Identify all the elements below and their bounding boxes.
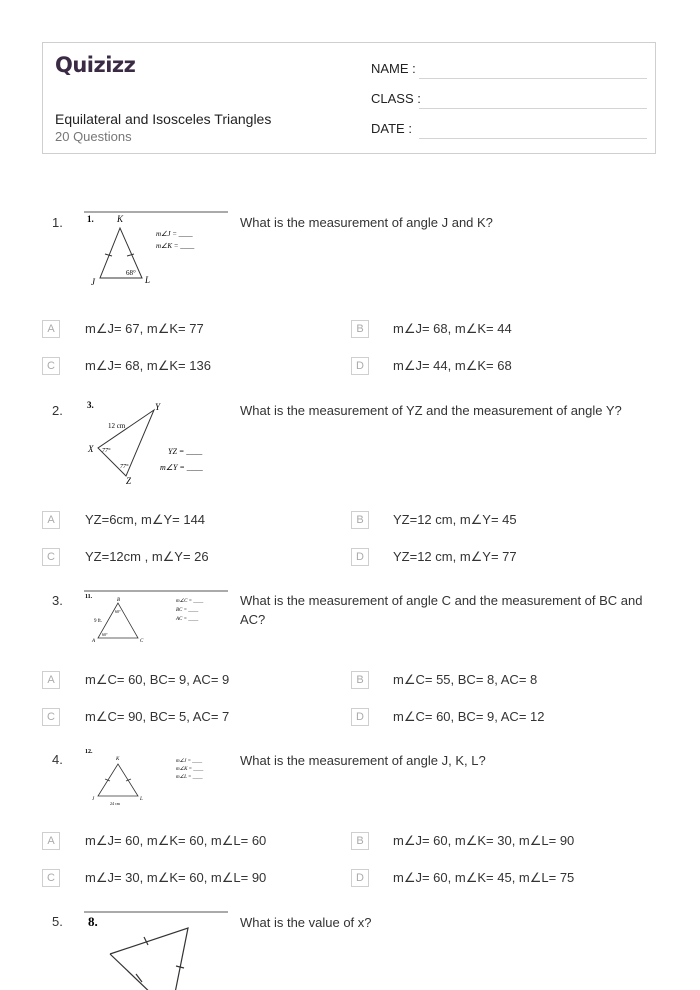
blank-3: AC = ____ bbox=[176, 617, 199, 622]
class-label: CLASS : bbox=[371, 91, 421, 106]
question-text: What is the value of x? bbox=[240, 915, 372, 930]
blank-2: BC = ____ bbox=[176, 608, 199, 613]
option-letter[interactable]: B bbox=[351, 511, 369, 529]
option-letter[interactable]: D bbox=[351, 708, 369, 726]
vertex-c: C bbox=[140, 639, 144, 644]
option-text[interactable]: m∠J= 44, m∠K= 68 bbox=[393, 358, 512, 373]
option-letter[interactable]: A bbox=[42, 832, 60, 850]
class-line bbox=[419, 108, 647, 109]
question-number: 4. bbox=[52, 752, 63, 767]
blank-1: m∠J = ____ bbox=[156, 230, 193, 238]
option-letter[interactable]: B bbox=[351, 320, 369, 338]
vertex-j: J bbox=[92, 797, 95, 802]
angle-label: 68° bbox=[126, 269, 136, 277]
date-label: DATE : bbox=[371, 121, 412, 136]
vertex-l: L bbox=[140, 797, 143, 802]
option-text[interactable]: m∠C= 90, BC= 5, AC= 7 bbox=[85, 709, 230, 724]
angle-label: 77° bbox=[120, 464, 129, 470]
worksheet-header bbox=[42, 42, 656, 154]
option-letter[interactable]: C bbox=[42, 869, 60, 887]
option-text[interactable]: m∠J= 60, m∠K= 60, m∠L= 60 bbox=[85, 833, 267, 848]
vertex-a: A bbox=[92, 639, 96, 644]
vertex-y: Y bbox=[155, 402, 161, 412]
blank-2: m∠K = ____ bbox=[156, 242, 195, 250]
option-text[interactable]: m∠J= 60, m∠K= 30, m∠L= 90 bbox=[393, 833, 575, 848]
blank-1: m∠C = ____ bbox=[176, 599, 204, 604]
side-label: 12 cm bbox=[108, 422, 126, 430]
date-line bbox=[419, 138, 647, 139]
option-letter[interactable]: C bbox=[42, 708, 60, 726]
option-letter[interactable]: A bbox=[42, 320, 60, 338]
question-number: 5. bbox=[52, 914, 63, 929]
blank-2: m∠K = ____ bbox=[176, 767, 204, 772]
question-number: 2. bbox=[52, 403, 63, 418]
option-letter[interactable]: D bbox=[351, 357, 369, 375]
option-letter[interactable]: C bbox=[42, 548, 60, 566]
question-text: What is the measurement of YZ and the measurement of angle Y? bbox=[240, 403, 622, 418]
option-text[interactable]: m∠C= 60, BC= 9, AC= 12 bbox=[393, 709, 545, 724]
figure-label: 11. bbox=[85, 594, 93, 600]
vertex-k: K bbox=[117, 214, 124, 224]
blank-1: YZ = ____ bbox=[168, 447, 203, 456]
option-text[interactable]: m∠J= 68, m∠K= 44 bbox=[393, 321, 512, 336]
figure-label: 8. bbox=[88, 914, 98, 929]
angle-label: 77° bbox=[102, 448, 111, 454]
question-count: 20 Questions bbox=[55, 129, 132, 144]
vertex-b: B bbox=[117, 598, 121, 603]
option-letter[interactable]: D bbox=[351, 869, 369, 887]
name-label: NAME : bbox=[371, 61, 416, 76]
worksheet-title: Equilateral and Isosceles Triangles bbox=[55, 111, 272, 127]
quizizz-logo: Quizizz bbox=[55, 53, 136, 77]
angle-label: 60° bbox=[102, 632, 108, 637]
figure-label: 12. bbox=[85, 749, 93, 755]
triangle-figure bbox=[84, 398, 228, 486]
question-number: 1. bbox=[52, 215, 63, 230]
option-letter[interactable]: A bbox=[42, 511, 60, 529]
question-text: What is the measurement of angle C and the measurement of BC and AC? bbox=[240, 593, 643, 627]
vertex-z: Z bbox=[126, 476, 132, 486]
option-letter[interactable]: B bbox=[351, 671, 369, 689]
option-text[interactable]: m∠J= 60, m∠K= 45, m∠L= 75 bbox=[393, 870, 575, 885]
angle-label: 60° bbox=[115, 609, 121, 614]
name-line bbox=[419, 78, 647, 79]
option-text[interactable]: m∠C= 55, BC= 8, AC= 8 bbox=[393, 672, 538, 687]
question-text: What is the measurement of angle J and K? bbox=[240, 215, 493, 230]
option-letter[interactable]: C bbox=[42, 357, 60, 375]
question-text: What is the measurement of angle J, K, L? bbox=[240, 753, 486, 768]
option-letter[interactable]: A bbox=[42, 671, 60, 689]
triangle-figure bbox=[84, 588, 228, 648]
vertex-j: J bbox=[91, 277, 95, 287]
option-text[interactable]: m∠J= 68, m∠K= 136 bbox=[85, 358, 211, 373]
option-text[interactable]: m∠C= 60, BC= 9, AC= 9 bbox=[85, 672, 230, 687]
triangle-figure bbox=[84, 208, 228, 290]
vertex-k: K bbox=[116, 757, 120, 762]
option-text[interactable]: m∠J= 30, m∠K= 60, m∠L= 90 bbox=[85, 870, 267, 885]
blank-2: m∠Y = ____ bbox=[160, 463, 203, 472]
question-number: 3. bbox=[52, 593, 63, 608]
option-text[interactable]: YZ=12 cm, m∠Y= 77 bbox=[393, 549, 517, 564]
option-text[interactable]: YZ=12 cm, m∠Y= 45 bbox=[393, 512, 517, 527]
side-label: 24 cm bbox=[110, 801, 120, 806]
triangle-figure bbox=[84, 746, 228, 808]
side-label: 9 ft. bbox=[94, 619, 103, 624]
triangle-figure bbox=[84, 908, 228, 990]
option-letter[interactable]: D bbox=[351, 548, 369, 566]
option-text[interactable]: YZ=12cm , m∠Y= 26 bbox=[85, 549, 209, 564]
blank-3: m∠L = ____ bbox=[176, 775, 203, 780]
figure-label: 3. bbox=[87, 400, 94, 410]
option-letter[interactable]: B bbox=[351, 832, 369, 850]
figure-label: 1. bbox=[87, 214, 94, 224]
vertex-x: X bbox=[88, 444, 94, 454]
option-text[interactable]: YZ=6cm, m∠Y= 144 bbox=[85, 512, 206, 527]
vertex-l: L bbox=[145, 275, 151, 285]
blank-1: m∠J = ____ bbox=[176, 759, 203, 764]
option-text[interactable]: m∠J= 67, m∠K= 77 bbox=[85, 321, 204, 336]
